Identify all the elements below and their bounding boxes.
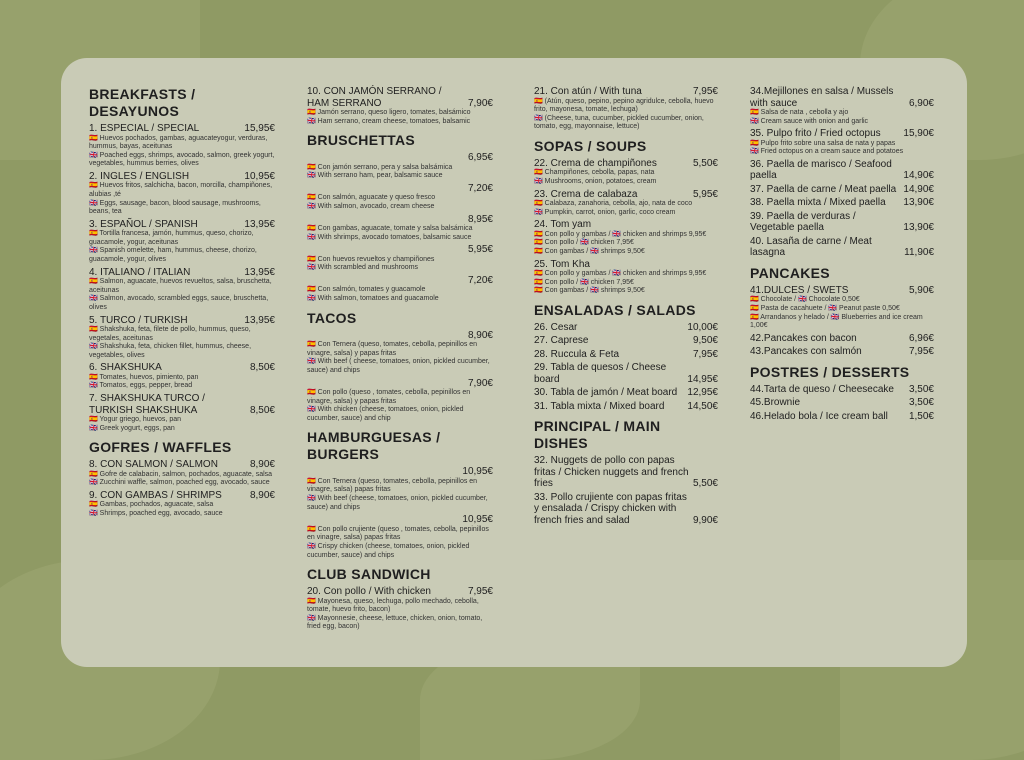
section-title: POSTRES / DESSERTS <box>750 363 910 380</box>
menu-item <box>750 184 934 196</box>
item-price: 15,90€ <box>903 128 934 140</box>
menu-item-row <box>89 459 275 471</box>
item-description: 🇬🇧 Eggs, sausage, bacon, blood sausage, mushrooms, beans, tea <box>89 199 261 216</box>
menu-item-row <box>750 236 934 259</box>
item-price: 13,95€ <box>244 218 275 230</box>
section-title: PANCAKES <box>750 264 830 281</box>
item-price: 9,50€ <box>692 335 718 347</box>
menu-item <box>534 322 718 334</box>
menu-item-row <box>750 346 934 358</box>
section-title: GOFRES / WAFFLES <box>89 439 232 456</box>
menu-item <box>89 171 275 217</box>
item-name: 33. Pollo crujiente con papas fritas y ensalada / Crispy chicken with french fries and salad <box>534 491 687 526</box>
item-price: 12,95€ <box>687 387 718 399</box>
menu-item <box>307 514 493 560</box>
item-price: 6,95€ <box>467 152 493 164</box>
menu-item-row <box>534 455 718 490</box>
item-description: 🇬🇧 Greek yogurt, eggs, pan <box>89 424 175 432</box>
item-description: 🇬🇧 Shrimps, poached egg, avocado, sauce <box>89 510 223 518</box>
menu-item-row <box>534 349 718 361</box>
item-description: 🇪🇸 Gambas, pochados, aguacate, salsa <box>89 501 214 509</box>
menu-item <box>534 335 718 347</box>
menu-item-row <box>307 330 493 342</box>
item-name: 1. ESPECIAL / SPECIAL <box>89 123 200 134</box>
item-price: 7,95€ <box>692 348 718 360</box>
item-name: 43.Pancakes con salmón <box>750 346 862 358</box>
menu-item-row <box>750 384 934 396</box>
item-name: 29. Tabla de quesos / Cheese board <box>534 362 667 385</box>
menu-item <box>307 152 493 181</box>
item-name: 31. Tabla mixta / Mixed board <box>534 400 665 412</box>
menu-item <box>307 378 493 424</box>
item-name: 27. Caprese <box>534 335 589 347</box>
item-description: 🇪🇸 Tortilla francesa, jamón, hummus, queso, chorizo, guacamole, yogur, aceitunas <box>89 230 254 246</box>
item-price: 8,90€ <box>467 329 493 341</box>
menu-item <box>750 333 934 345</box>
menu-item <box>534 362 718 385</box>
item-description: 🇪🇸 Con pollo crujiente (queso , tomates, cebolla, pepinillos en vinagre, salsa) papas fritas <box>307 525 489 542</box>
menu-item-row <box>89 362 275 374</box>
item-description: 🇪🇸 Jamón serrano, queso ligero, tomates, balsámico <box>307 109 471 116</box>
menu-item-row <box>307 152 493 164</box>
item-price: 6,96€ <box>908 332 934 344</box>
item-price: 10,00€ <box>687 321 718 333</box>
item-name: 44.Tarta de queso / Cheesecake <box>750 383 894 395</box>
item-description: 🇪🇸 Pulpo frito sobre una salsa de nata y papas <box>750 139 896 147</box>
menu-item-row <box>750 397 934 409</box>
item-price: 14,90€ <box>903 183 934 195</box>
item-name: 25. Tom Kha <box>534 258 590 270</box>
menu-item <box>89 123 275 169</box>
item-description: 🇪🇸 Chocolate / 🇬🇧 Chocolate 0,50€ <box>750 296 860 304</box>
menu-item-row <box>307 275 493 287</box>
item-name: 24. Tom yam <box>534 219 592 231</box>
item-price: 10,95€ <box>244 170 275 182</box>
menu-item-row <box>307 86 493 109</box>
menu-item-row <box>307 586 493 598</box>
menu-item <box>750 236 934 259</box>
menu-item-row <box>307 514 493 526</box>
item-price: 14,90€ <box>903 170 934 182</box>
item-price: 13,90€ <box>903 222 934 234</box>
menu-item-row <box>750 211 934 234</box>
menu-item <box>307 466 493 512</box>
menu-item-row <box>89 393 275 416</box>
menu-column-4 <box>750 86 934 428</box>
item-description: 🇬🇧 With shrimps, avocado tomatoes, balsamic sauce <box>307 233 472 241</box>
menu-item <box>750 159 934 182</box>
item-price: 8,90€ <box>249 489 275 501</box>
menu-item-row <box>534 259 718 271</box>
menu-item-row <box>307 244 493 256</box>
item-description: 🇪🇸 Champiñones, cebolla, papas, nata <box>534 169 655 177</box>
menu-item <box>307 586 493 632</box>
menu-item-row <box>750 285 934 297</box>
item-description: 🇬🇧 Salmon, avocado, scrambled eggs, sauce, bruschetta, olives <box>89 295 269 311</box>
item-price: 13,95€ <box>244 314 275 326</box>
item-name: 3. ESPAÑOL / SPANISH <box>89 218 198 230</box>
item-price: 10,95€ <box>462 466 493 478</box>
item-description: 🇬🇧 With salmon, tomatoes and guacamole <box>307 295 439 303</box>
item-name: 46.Helado bola / Ice cream ball <box>750 410 888 422</box>
menu-item-row <box>89 267 275 279</box>
item-price: 11,90€ <box>904 247 934 259</box>
menu-item-row <box>534 158 718 170</box>
menu-item <box>307 244 493 273</box>
item-name: 20. Con pollo / With chicken <box>307 586 431 598</box>
menu-item <box>534 455 718 490</box>
menu-item <box>534 401 718 413</box>
menu-item-row <box>534 401 718 413</box>
menu-item-row <box>534 322 718 334</box>
item-name: 36. Paella de marisco / Seafood paella <box>750 158 892 182</box>
item-description: 🇪🇸 Calabaza, zanahoria, cebolla, ajo, nata de coco <box>534 200 693 208</box>
item-description: 🇬🇧 (Cheese, tuna, cucumber, pickled cucumber, onion, tomato, egg, mayonnaise, lettuce) <box>534 114 704 131</box>
item-description: 🇪🇸 Con huevos revueltos y champiñones <box>307 255 435 263</box>
menu-item <box>534 492 718 527</box>
menu-item-row <box>534 189 718 201</box>
menu-column-2 <box>307 86 493 638</box>
item-price: 3,50€ <box>908 383 934 395</box>
item-description: 🇬🇧 Poached eggs, shrimps, avocado, salmon, greek yogurt, vegetables, hummus berries, olives <box>89 151 275 168</box>
item-price: 13,90€ <box>903 197 934 209</box>
menu-item-row <box>307 183 493 195</box>
section-spacer <box>534 528 718 532</box>
section-title: BRUSCHETTAS <box>307 132 416 149</box>
item-description: 🇪🇸 Gofre de calabacin, salmon, pochados, aguacate, salsa <box>89 470 273 478</box>
item-price: 6,90€ <box>908 97 934 109</box>
item-description: 🇬🇧 Spanish omelette, ham, hummus, cheese, chorizo, guacamole, yogur, olives <box>89 247 257 264</box>
item-price: 7,20€ <box>467 274 493 286</box>
menu-item-row <box>750 197 934 209</box>
section-title: BREAKFASTS / DESAYUNOS <box>89 86 196 119</box>
item-description: 🇬🇧 With beef ( cheese, tomatoes, onion, pickled cucumber, sauce) and chips <box>307 358 490 374</box>
menu-item-row <box>534 492 718 527</box>
item-price: 7,90€ <box>467 97 493 109</box>
item-price: 14,50€ <box>687 400 718 412</box>
menu-item <box>89 459 275 488</box>
item-description: 🇬🇧 With scrambled and mushrooms <box>307 264 419 272</box>
section-title: PRINCIPAL / MAIN DISHES <box>534 418 661 452</box>
item-description: 🇪🇸 Con gambas, aguacate, tomate y salsa balsámica <box>307 225 473 233</box>
item-price: 8,50€ <box>249 362 275 374</box>
item-description: 🇪🇸 Con gambas / 🇬🇧 shrimps 9,50€ <box>534 247 645 255</box>
menu-item-row <box>534 335 718 347</box>
menu-item-row <box>534 219 718 231</box>
menu-item <box>307 214 493 243</box>
item-description: 🇪🇸 Mayonesa, queso, lechuga, pollo mechado, cebolla, tomate, huevo frito, bacon) <box>307 597 479 614</box>
item-description: 🇪🇸 Con jamón serrano, pera y salsa balsámica <box>307 163 453 171</box>
section-title: TACOS <box>307 309 357 326</box>
item-name: 7. SHAKSHUKA TURCO / TURKISH SHAKSHUKA <box>89 393 205 416</box>
item-price: 7,95€ <box>908 346 934 358</box>
section-spacer <box>89 521 275 525</box>
menu-item-row <box>750 128 934 140</box>
item-name: 35. Pulpo frito / Fried octopus <box>750 128 881 140</box>
section-spacer <box>307 634 493 638</box>
item-name: 37. Paella de carne / Meat paella <box>750 183 897 195</box>
section-spacer <box>750 424 934 428</box>
item-price: 5,90€ <box>908 284 934 296</box>
menu-item <box>534 158 718 187</box>
item-name: 8. CON SALMON / SALMON <box>89 459 218 471</box>
item-price: 7,90€ <box>467 377 493 389</box>
item-name: 22. Crema de champiñones <box>534 157 657 169</box>
menu-item-row <box>89 490 275 502</box>
menu-item <box>750 211 934 234</box>
item-description: 🇬🇧 With salmon, avocado, cream cheese <box>307 202 435 210</box>
menu-item <box>750 197 934 209</box>
item-description: 🇬🇧 With serrano ham, pear, balsamic sauce <box>307 172 443 180</box>
item-name: 32. Nuggets de pollo con papas fritas / Chicken nuggets and french fries <box>534 455 689 490</box>
item-price: 3,50€ <box>908 397 934 409</box>
item-price: 7,20€ <box>467 182 493 194</box>
menu-item <box>307 183 493 212</box>
menu-item <box>750 86 934 126</box>
menu-item <box>534 259 718 296</box>
menu-item <box>534 189 718 218</box>
menu-item <box>89 219 275 265</box>
section-title: HAMBURGUESAS / BURGERS <box>307 429 441 463</box>
item-description: 🇪🇸 Con salmón, aguacate y queso fresco <box>307 194 436 202</box>
menu-item-row <box>307 378 493 390</box>
item-description: 🇪🇸 Con pollo / 🇬🇧 chicken 7,95€ <box>534 278 634 286</box>
item-name: 4. ITALIANO / ITALIAN <box>89 266 191 278</box>
item-name: 9. CON GAMBAS / SHRIMPS <box>89 489 222 501</box>
item-description: 🇪🇸 Con Ternera (queso, tomates, cebolla, pepinillos en vinagre, salsa) y papas fritas <box>307 341 478 357</box>
item-name: 45.Brownie <box>750 397 801 409</box>
menu-item <box>307 86 493 126</box>
item-price: 15,95€ <box>244 123 275 134</box>
item-name: 38. Paella mixta / Mixed paella <box>750 197 886 209</box>
item-description: 🇬🇧 Zucchini waffle, salmon, poached egg, avocado, sauce <box>89 479 270 487</box>
item-description: 🇪🇸 Con pollo y gambas / 🇬🇧 chicken and shrimps 9,95€ <box>534 270 707 278</box>
menu-column-1 <box>89 86 275 525</box>
item-description: 🇪🇸 Salsa de nata , cebolla y ajo <box>750 109 849 116</box>
item-price: 7,95€ <box>692 86 718 97</box>
item-name: 40. Lasaña de carne / Meat lasagna <box>750 235 872 259</box>
menu-item-row <box>89 123 275 135</box>
item-name: 41.DULCES / SWETS <box>750 284 849 296</box>
menu-item-row <box>534 362 718 385</box>
item-description: 🇪🇸 Con pollo / 🇬🇧 chicken 7,95€ <box>534 239 634 247</box>
menu-item-row <box>89 219 275 231</box>
menu-item-row <box>89 315 275 327</box>
item-price: 5,50€ <box>692 478 718 490</box>
item-price: 13,95€ <box>244 266 275 278</box>
item-description: 🇬🇧 Pumpkin, carrot, onion, garlic, coco cream <box>534 208 676 216</box>
item-name: 23. Crema de calabaza <box>534 188 638 200</box>
item-price: 9,90€ <box>692 514 718 526</box>
menu-panel <box>61 58 967 667</box>
menu-item <box>307 330 493 376</box>
item-description: 🇪🇸 Huevos pochados, gambas, aguacateyogur, verduras, hummus, bayas, aceitunas <box>89 134 268 151</box>
item-name: 10. CON JAMÓN SERRANO / HAM SERRANO <box>307 86 442 109</box>
item-description: 🇬🇧 Shakshuka, feta, chicken fillet, hummus, cheese, vegetables, olives <box>89 343 252 359</box>
section-title: CLUB SANDWICH <box>307 566 431 583</box>
item-name: 30. Tabla de jamón / Meat board <box>534 387 678 399</box>
menu-item <box>89 362 275 391</box>
item-description: 🇪🇸 Pasta de cacahuete / 🇬🇧 Peanut paste 0,50€ <box>750 304 900 312</box>
item-name: 42.Pancakes con bacon <box>750 332 857 344</box>
item-description: 🇪🇸 (Atún, queso, pepino, pepino agridulce, cebolla, huevo frito, mayonesa, tomate, lechuga) <box>534 97 714 114</box>
menu-item-row <box>89 171 275 183</box>
item-description: 🇪🇸 Tomates, huevos, pimiento, pan <box>89 373 199 381</box>
item-description: 🇬🇧 Tomatos, eggs, pepper, bread <box>89 382 193 390</box>
item-name: 39. Paella de verduras / Vegetable paella <box>750 210 856 234</box>
section-title: SOPAS / SOUPS <box>534 137 647 154</box>
item-price: 8,90€ <box>249 459 275 471</box>
item-name: 26. Cesar <box>534 321 578 333</box>
item-price: 7,95€ <box>467 586 493 598</box>
menu-item <box>750 384 934 396</box>
item-name: 21. Con atún / With tuna <box>534 86 642 97</box>
item-name: 6. SHAKSHUKA <box>89 362 162 374</box>
item-description: 🇪🇸 Con pollo (queso , tomates, cebolla, pepinillos en vinagre, salsa) y papas fritas <box>307 389 471 405</box>
item-description: 🇪🇸 Huevos fritos, salchicha, bacon, morcilla, champiñones, alubias ,té <box>89 182 273 198</box>
item-description: 🇬🇧 Crispy chicken (cheese, tomatoes, onion, pickled cucumber, sauce) and chips <box>307 542 470 559</box>
item-description: 🇬🇧 With beef (cheese, tomatoes, onion, pickled cucumber, sauce) and chips <box>307 495 488 511</box>
menu-item <box>534 219 718 256</box>
menu-item-row <box>750 333 934 345</box>
menu-item-row <box>750 159 934 182</box>
item-name: 28. Ruccula & Feta <box>534 348 620 360</box>
menu-item <box>750 128 934 157</box>
menu-item <box>750 397 934 409</box>
item-description: 🇬🇧 With chicken (cheese, tomatoes, onion, pickled cucumber, sauce) and chip <box>307 406 464 422</box>
item-name: 5. TURCO / TURKISH <box>89 314 188 326</box>
menu-item <box>534 86 718 132</box>
item-price: 5,95€ <box>692 188 718 200</box>
item-description: 🇪🇸 Shakshuka, feta, filete de pollo, hummus, queso, vegetales, aceitunas <box>89 326 251 342</box>
menu-item <box>89 393 275 433</box>
item-name: 2. INGLES / ENGLISH <box>89 170 190 182</box>
item-description: 🇪🇸 Salmon, aguacate, huevos revueltos, salsa, bruschetta, aceitunas <box>89 278 272 294</box>
menu-column-3 <box>534 86 718 532</box>
item-description: 🇪🇸 Con pollo y gambas / 🇬🇧 chicken and shrimps 9,95€ <box>534 230 707 238</box>
menu-item <box>89 267 275 313</box>
item-description: 🇬🇧 Cream sauce with onion and garlic <box>750 117 869 125</box>
item-description: 🇪🇸 Con gambas / 🇬🇧 shrimps 9,50€ <box>534 287 645 295</box>
item-description: 🇪🇸 Arrandanos y helado / 🇬🇧 Blueberries and ice cream 1,00€ <box>750 313 923 330</box>
item-description: 🇬🇧 Mayonnesie, cheese, lettuce, chicken, onion, tomato, fried egg, bacon) <box>307 614 483 631</box>
menu-item <box>534 349 718 361</box>
item-description: 🇪🇸 Con salmón, tomates y guacamole <box>307 286 426 294</box>
item-description: 🇬🇧 Fried octopus on a cream sauce and potatoes <box>750 148 904 156</box>
menu-item <box>750 285 934 331</box>
item-price: 1,50€ <box>908 410 934 422</box>
menu-item-row <box>534 86 718 98</box>
menu-item-row <box>534 387 718 399</box>
menu-item-row <box>307 214 493 226</box>
menu-item <box>89 315 275 361</box>
menu-item-row <box>750 411 934 423</box>
menu-item <box>307 275 493 304</box>
item-price: 10,95€ <box>462 514 493 526</box>
item-price: 5,95€ <box>467 244 493 256</box>
section-title: ENSALADAS / SALADS <box>534 301 696 318</box>
item-price: 5,50€ <box>692 157 718 169</box>
item-description: 🇬🇧 Mushrooms, onion, potatoes, cream <box>534 177 657 185</box>
item-description: 🇬🇧 Ham serrano, cream cheese, tomatoes, balsamic <box>307 117 471 125</box>
menu-item-row <box>750 184 934 196</box>
menu-item-row <box>750 86 934 109</box>
item-price: 8,95€ <box>467 213 493 225</box>
menu-item <box>89 490 275 519</box>
item-price: 14,95€ <box>687 373 718 385</box>
item-name: 34.Mejillones en salsa / Mussels with sauce <box>750 86 894 109</box>
menu-item <box>534 387 718 399</box>
menu-item-row <box>307 466 493 478</box>
menu-item <box>750 411 934 423</box>
item-description: 🇪🇸 Con Ternera (queso, tomates, cebolla, pepinillos en vinagre, salsa) papas fritas <box>307 477 478 494</box>
item-price: 8,50€ <box>249 404 275 416</box>
item-description: 🇪🇸 Yogur griego, huevos, pan <box>89 416 182 424</box>
menu-item <box>750 346 934 358</box>
